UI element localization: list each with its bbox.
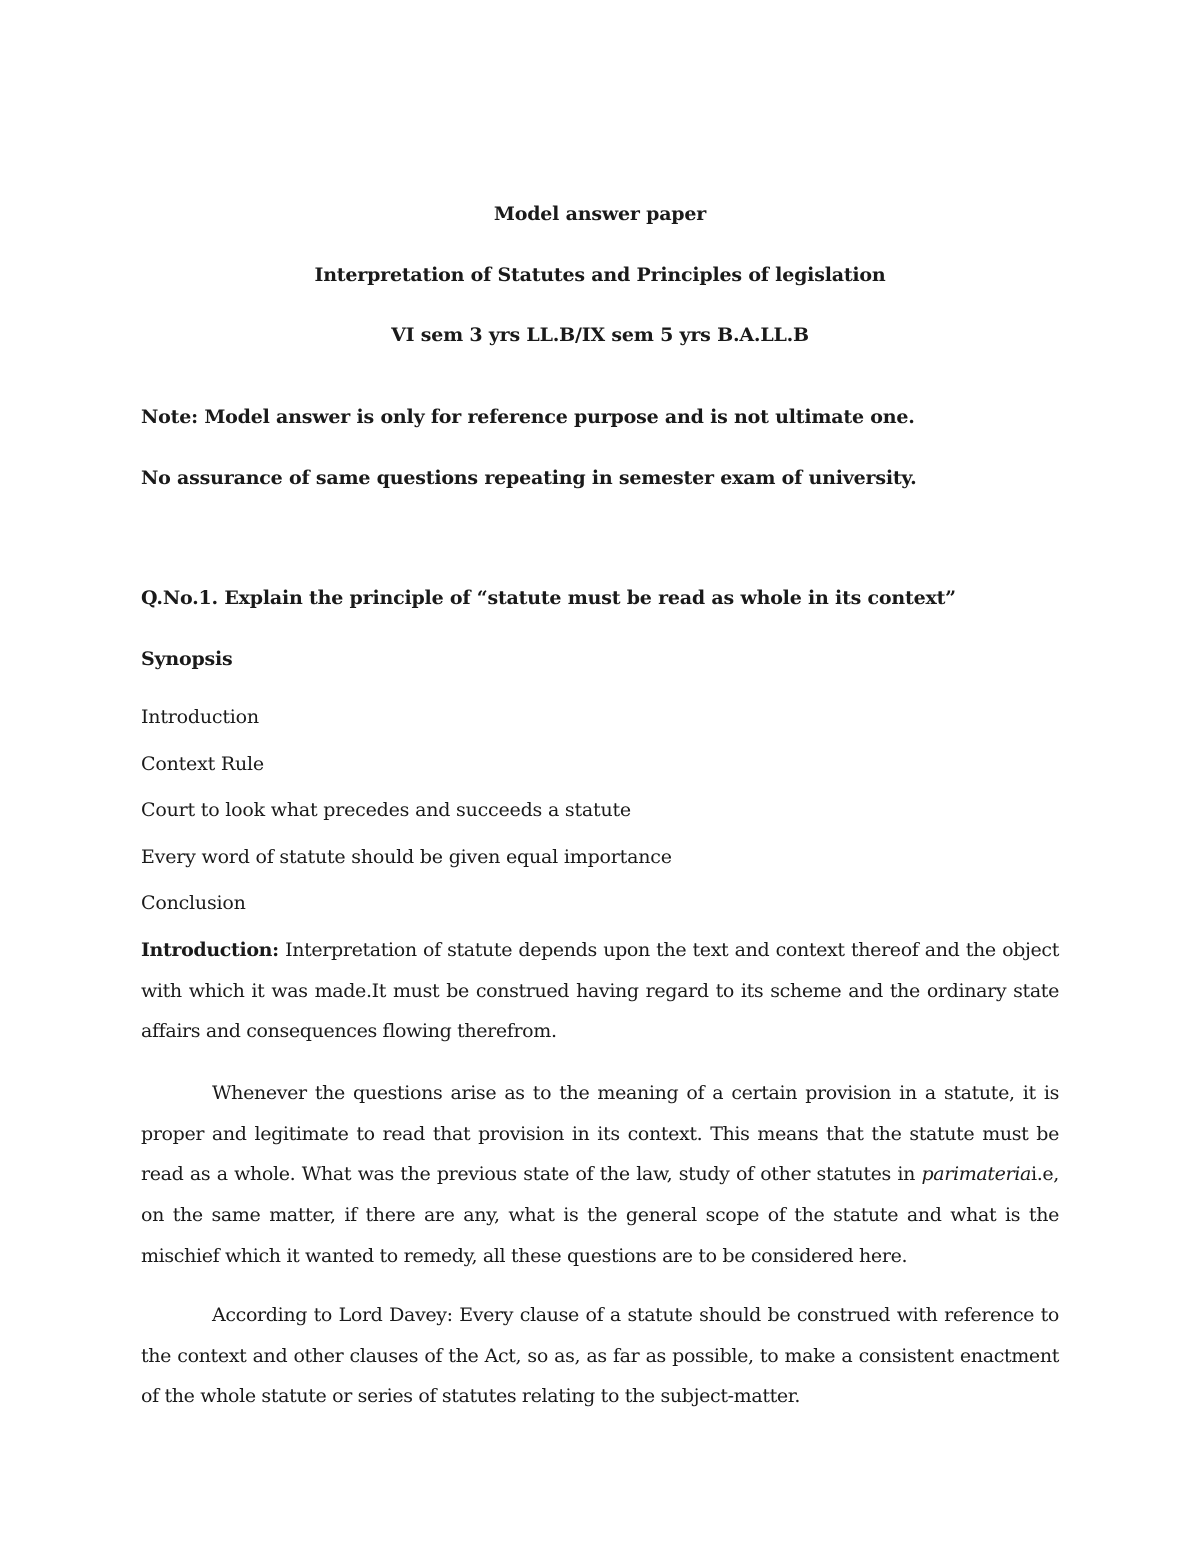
course-line: VI sem 3 yrs LL.B/IX sem 5 yrs B.A.LL.B xyxy=(391,324,809,346)
context-paragraph xyxy=(141,1073,1059,1277)
document-title: Model answer paper xyxy=(493,203,707,225)
synopsis-item: Conclusion xyxy=(141,892,246,914)
context-text-end: i.e, on the same matter, if there are any, what is the general scope of the statute and what is the mischief which it wanted to remedy, all these questions are to be considered here. xyxy=(141,1163,1059,1267)
introduction-text: Interpretation of statute depends upon the text and context thereof and the object with which it was made.It must be construed having regard to its scheme and the ordinary state affairs and consequences flowing therefrom. xyxy=(141,939,1059,1043)
synopsis-item: Every word of statute should be given equal importance xyxy=(141,846,672,868)
synopsis-item: Introduction xyxy=(141,706,259,728)
assurance-line: No assurance of same questions repeating in semester exam of university. xyxy=(141,467,917,489)
question-heading: Q.No.1. Explain the principle of “statute must be read as whole in its context” xyxy=(141,587,956,609)
synopsis-heading: Synopsis xyxy=(141,648,233,670)
synopsis-item: Context Rule xyxy=(141,753,264,775)
context-text-start: Whenever the questions arise as to the meaning of a certain provision in a statute, it is proper and legitimate to read that provision in its context. This means that the statute must be read as a whole. What was the previous state of the law, study of other statutes in xyxy=(141,1082,1059,1186)
latin-term: parimateria xyxy=(921,1163,1031,1186)
introduction-paragraph xyxy=(141,930,1059,1052)
synopsis-item: Court to look what precedes and succeeds a statute xyxy=(141,799,631,821)
note-line: Note: Model answer is only for reference purpose and is not ultimate one. xyxy=(141,406,915,428)
introduction-label: Introduction: xyxy=(141,939,279,961)
subject-title: Interpretation of Statutes and Principles of legislation xyxy=(314,264,886,286)
lord-davey-paragraph: According to Lord Davey: Every clause of a statute should be construed with reference to the context and other clauses of the Act, so as, as far as possible, to make a consistent enactment of the whole statute or series of statutes relating to the subject-matter. xyxy=(141,1304,1059,1408)
